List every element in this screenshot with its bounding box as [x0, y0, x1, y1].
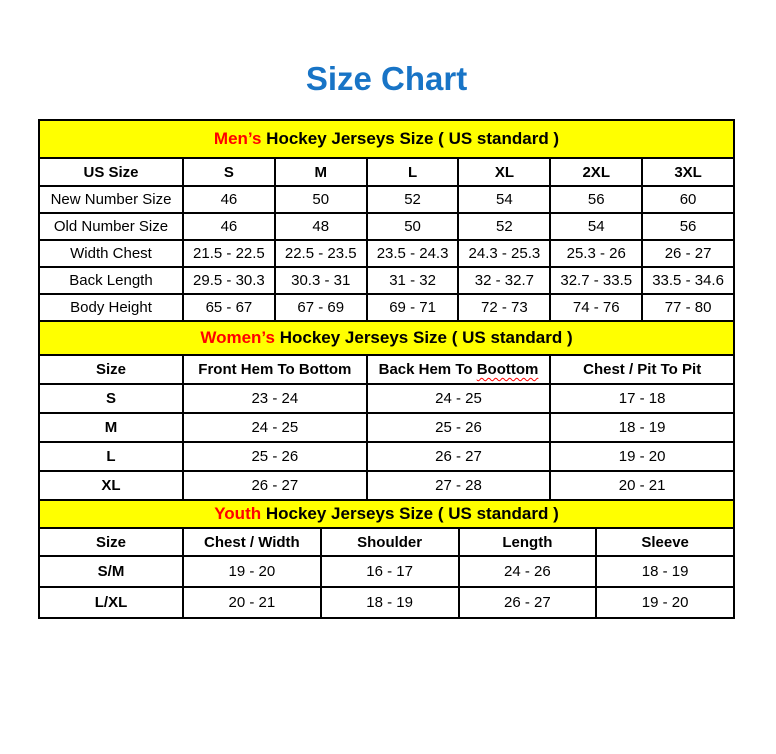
size-value-cell: 17 - 18 — [550, 384, 734, 413]
size-value-cell: 33.5 - 34.6 — [642, 267, 734, 294]
row-label: Width Chest — [39, 240, 183, 267]
size-value-cell: 19 - 20 — [183, 556, 321, 587]
row-label: L — [39, 442, 183, 471]
column-header: Shoulder — [321, 528, 459, 556]
size-value-cell: 24 - 26 — [459, 556, 597, 587]
size-value-cell: 18 - 19 — [321, 587, 459, 618]
size-value-cell: 67 - 69 — [275, 294, 367, 321]
size-value-cell: 77 - 80 — [642, 294, 734, 321]
size-value-cell: 18 - 19 — [596, 556, 734, 587]
size-value-cell: 18 - 19 — [550, 413, 734, 442]
table-row — [39, 413, 734, 442]
size-value-cell: 22.5 - 23.5 — [275, 240, 367, 267]
mens-section-header — [38, 119, 735, 159]
row-label: Old Number Size — [39, 213, 183, 240]
column-header: XL — [458, 158, 550, 186]
page-title: Size Chart — [305, 60, 468, 97]
womens-section-header — [38, 320, 735, 356]
size-value-cell: 32.7 - 33.5 — [550, 267, 642, 294]
column-header: Sleeve — [596, 528, 734, 556]
table-row — [39, 556, 734, 587]
size-value-cell: 32 - 32.7 — [458, 267, 550, 294]
column-header: US Size — [39, 158, 183, 186]
size-value-cell: 26 - 27 — [642, 240, 734, 267]
size-value-cell: 56 — [642, 213, 734, 240]
table-row — [39, 442, 734, 471]
row-label: New Number Size — [39, 186, 183, 213]
size-value-cell: 21.5 - 22.5 — [183, 240, 275, 267]
size-value-cell: 54 — [458, 186, 550, 213]
size-value-cell: 65 - 67 — [183, 294, 275, 321]
size-value-cell: 48 — [275, 213, 367, 240]
table-row — [39, 240, 734, 267]
womens-header-rest: Hockey Jerseys Size ( US standard ) — [274, 328, 573, 347]
youth-section-header — [38, 499, 735, 529]
size-value-cell: 20 - 21 — [183, 587, 321, 618]
size-value-cell: 31 - 32 — [367, 267, 459, 294]
size-value-cell: 16 - 17 — [321, 556, 459, 587]
row-label: S/M — [39, 556, 183, 587]
size-value-cell: 20 - 21 — [550, 471, 734, 500]
column-header: Chest / Width — [183, 528, 321, 556]
size-value-cell: 23.5 - 24.3 — [367, 240, 459, 267]
size-value-cell: 25 - 26 — [367, 413, 551, 442]
table-row — [39, 267, 734, 294]
womens-label: Women’s — [200, 328, 275, 347]
row-label: M — [39, 413, 183, 442]
size-value-cell: 50 — [275, 186, 367, 213]
size-value-cell: 74 - 76 — [550, 294, 642, 321]
youth-header-row — [39, 528, 734, 556]
size-value-cell: 25 - 26 — [183, 442, 367, 471]
size-value-cell: 52 — [458, 213, 550, 240]
column-header: Size — [39, 355, 183, 384]
size-value-cell: 46 — [183, 213, 275, 240]
size-value-cell: 23 - 24 — [183, 384, 367, 413]
column-header: M — [275, 158, 367, 186]
size-value-cell: 69 - 71 — [367, 294, 459, 321]
size-value-cell: 52 — [367, 186, 459, 213]
column-header: Size — [39, 528, 183, 556]
column-header — [367, 355, 551, 384]
youth-label: Youth — [214, 504, 262, 523]
size-chart-document — [38, 62, 735, 619]
row-label: Body Height — [39, 294, 183, 321]
size-value-cell: 25.3 - 26 — [550, 240, 642, 267]
column-header: S — [183, 158, 275, 186]
column-header: Front Hem To Bottom — [183, 355, 367, 384]
column-header: 3XL — [642, 158, 734, 186]
size-value-cell: 30.3 - 31 — [275, 267, 367, 294]
size-value-cell: 46 — [183, 186, 275, 213]
column-header: Chest / Pit To Pit — [550, 355, 734, 384]
row-label: L/XL — [39, 587, 183, 618]
womens-header-row — [39, 355, 734, 384]
youth-header-rest: Hockey Jerseys Size ( US standard ) — [261, 504, 559, 523]
size-value-cell: 26 - 27 — [367, 442, 551, 471]
youth-size-table — [38, 527, 735, 619]
size-value-cell: 24.3 - 25.3 — [458, 240, 550, 267]
size-value-cell: 27 - 28 — [367, 471, 551, 500]
womens-size-table — [38, 354, 735, 501]
column-header: L — [367, 158, 459, 186]
column-header: 2XL — [550, 158, 642, 186]
size-value-cell: 56 — [550, 186, 642, 213]
table-row — [39, 587, 734, 618]
table-row — [39, 384, 734, 413]
misspelled-word: Boottom — [476, 361, 539, 378]
row-label: S — [39, 384, 183, 413]
mens-label: Men’s — [213, 129, 262, 148]
column-header-text: Back Hem To — [378, 361, 477, 378]
table-row — [39, 186, 734, 213]
mens-header-row — [39, 158, 734, 186]
size-value-cell: 29.5 - 30.3 — [183, 267, 275, 294]
mens-header-rest: Hockey Jerseys Size ( US standard ) — [261, 129, 560, 148]
size-value-cell: 26 - 27 — [459, 587, 597, 618]
size-value-cell: 24 - 25 — [367, 384, 551, 413]
row-label: XL — [39, 471, 183, 500]
size-value-cell: 26 - 27 — [183, 471, 367, 500]
column-header: Length — [459, 528, 597, 556]
size-value-cell: 19 - 20 — [596, 587, 734, 618]
size-value-cell: 19 - 20 — [550, 442, 734, 471]
table-row — [39, 471, 734, 500]
size-value-cell: 72 - 73 — [458, 294, 550, 321]
size-value-cell: 50 — [367, 213, 459, 240]
table-row — [39, 294, 734, 321]
mens-size-table — [38, 157, 735, 322]
table-row — [39, 213, 734, 240]
row-label: Back Length — [39, 267, 183, 294]
size-value-cell: 60 — [642, 186, 734, 213]
size-value-cell: 54 — [550, 213, 642, 240]
size-value-cell: 24 - 25 — [183, 413, 367, 442]
